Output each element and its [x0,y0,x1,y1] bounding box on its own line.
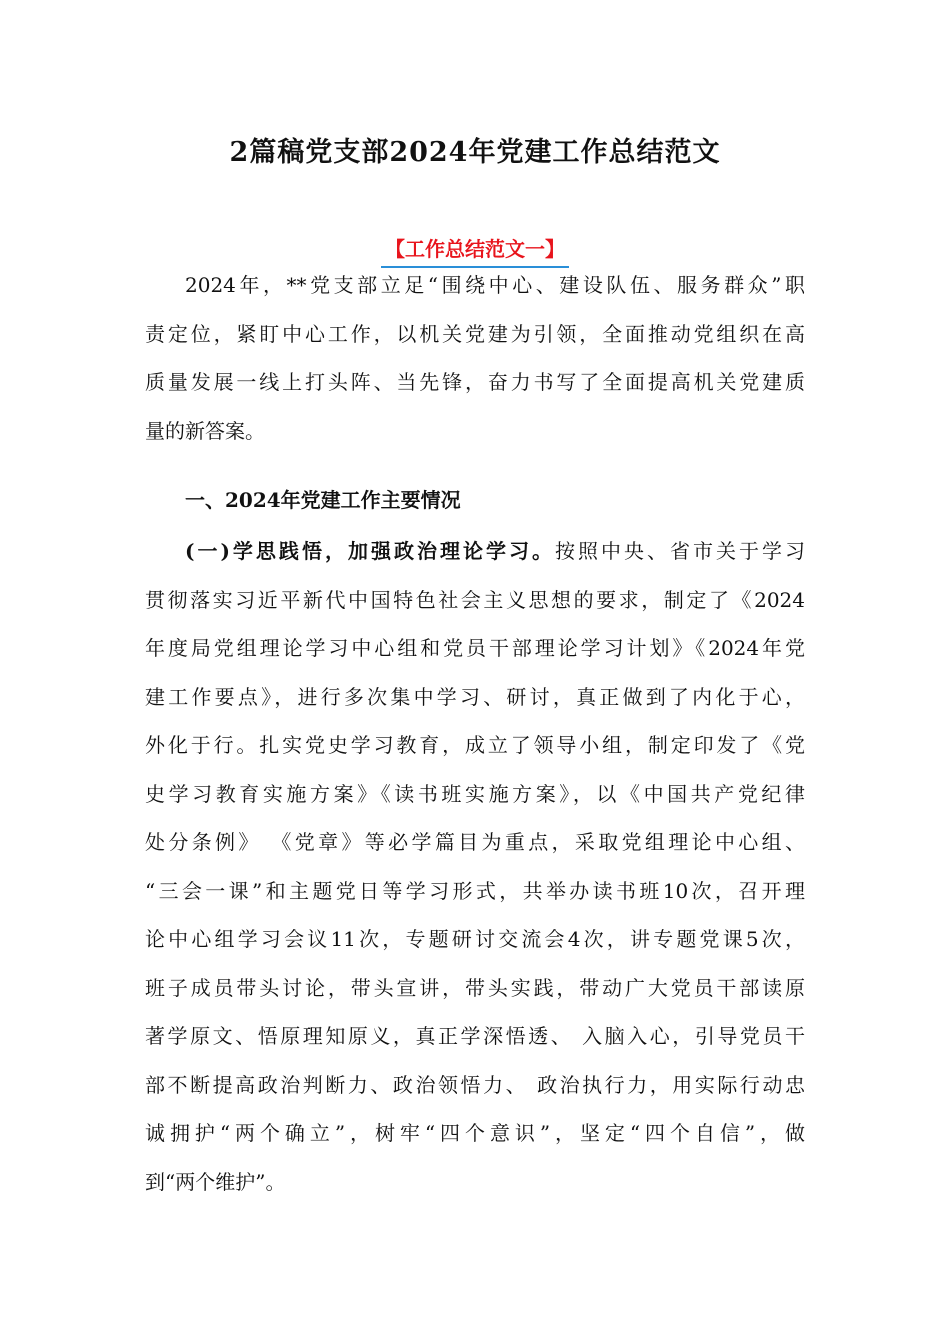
paragraph-text: 按照中央、省市关于学习 [554,539,805,563]
paragraph-line: 质量发展一线上打头阵、当先锋，奋力书写了全面提高机关党建质 [145,370,805,394]
paragraph-line: 外化于行。扎实党史学习教育，成立了领导小组，制定印发了《党 [145,733,805,757]
paragraph-line: 著学原文、悟原理知原义，真正学深悟透、 入脑入心，引导党员干 [145,1024,805,1048]
paragraph-line: 年度局党组理论学习中心组和党员干部理论学习计划》《2024年党 [145,636,805,660]
section-heading: 一、2024年党建工作主要情况 [185,488,461,512]
document-title: 2篇稿党支部2024年党建工作总结范文 [229,137,721,168]
paragraph-line: 责定位，紧盯中心工作，以机关党建为引领，全面推动党组织在高 [145,321,805,346]
paragraph-line: 诚拥护“两个确立”，树牢“四个意识”，坚定“四个自信”，做 [145,1121,805,1145]
paragraph-line [145,527,805,576]
paragraph-line: “三会一课”和主题党日等学习形式，共举办读书班10次，召开理 [145,878,805,903]
paragraph-line: 量的新答案。 [145,418,265,443]
paragraph-line: 2024年，**党支部立足“围绕中心、建设队伍、服务群众”职 [185,273,805,297]
paragraph-line: 部不断提高政治判断力、政治领悟力、 政治执行力，用实际行动忠 [145,1072,805,1097]
paragraph-line: 贯彻落实习近平新代中国特色社会主义思想的要求，制定了《2024 [145,587,805,612]
paragraph-line: 史学习教育实施方案》《读书班实施方案》，以《中国共产党纪律 [145,781,805,806]
sub-heading: (一)学思践悟，加强政治理论学习。 [185,539,555,563]
paragraph-line: 论中心组学习会议11次，专题研讨交流会4次，讲专题党课5次， [145,927,805,951]
intro-paragraph [145,261,805,455]
section-label-text: 【工作总结范文一】 [381,234,569,268]
paragraph-line: 到“两个维护”。 [145,1169,286,1194]
body-paragraph [145,527,805,1206]
paragraph-line: 班子成员带头讨论，带头宣讲，带头实践，带动广大党员干部读原 [145,975,805,1000]
paragraph-line: 建工作要点》，进行多次集中学习、研讨，真正做到了内化于心， [145,684,805,709]
paragraph-line: 处分条例》 《党章》等必学篇目为重点，采取党组理论中心组、 [145,830,805,854]
